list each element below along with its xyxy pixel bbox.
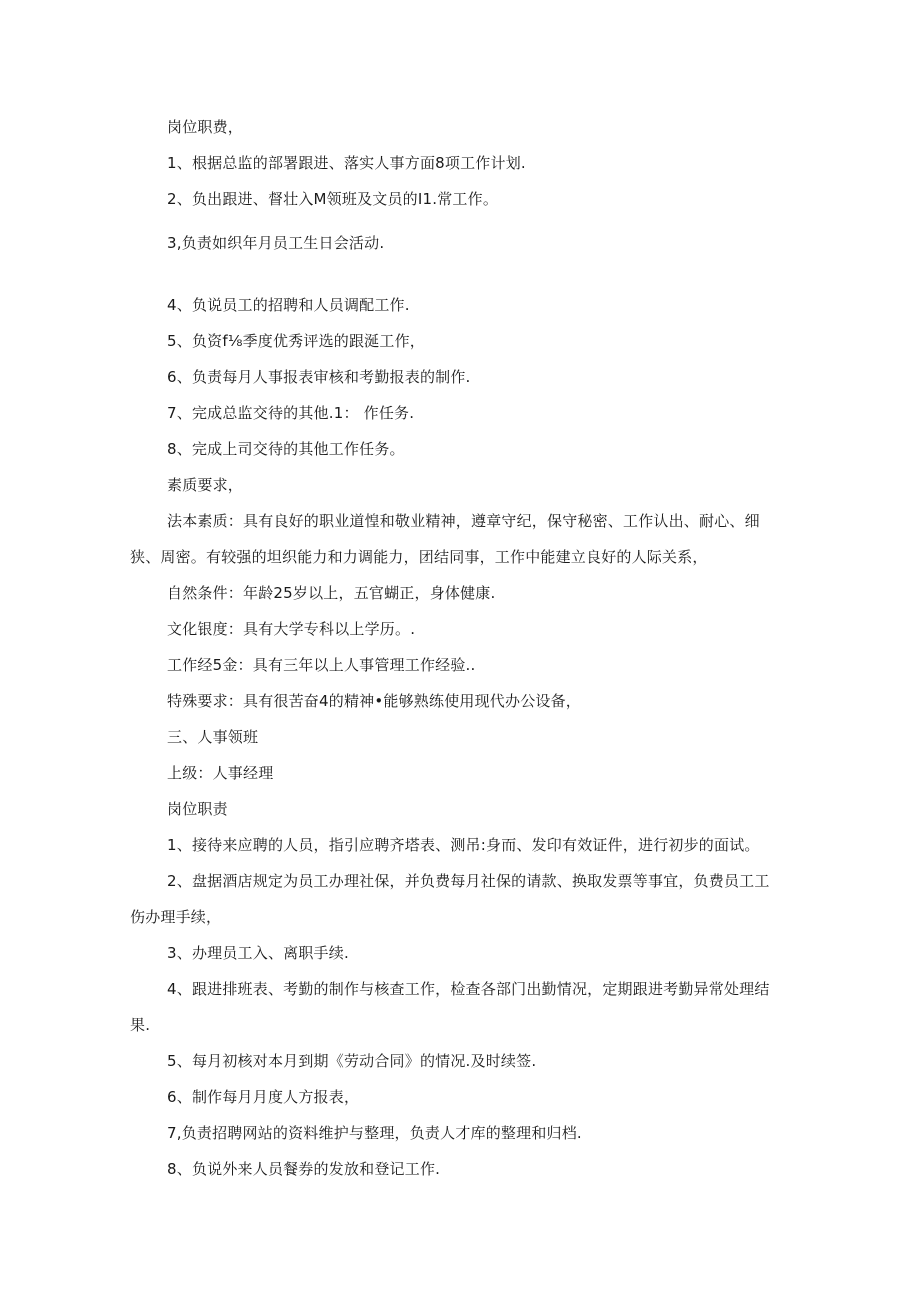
supervisor-duty-7: 7,负责招聘网站的资料维护与整理，负责人才库的整理和归档. — [167, 1124, 582, 1142]
work-experience: 工作经5金：具有三年以上人事管理工作经验.. — [167, 656, 476, 674]
superior-line: 上级：人事经理 — [167, 764, 274, 782]
duty-item-3: 3,负责如织年月员工生日会活动. — [167, 234, 385, 252]
section-title-hr-supervisor: 三、人事领班 — [167, 728, 259, 746]
supervisor-duty-3: 3、办理员工入、离职手续. — [167, 944, 349, 962]
duty-item-7: 7、完成总监交待的其他.1： 作任务. — [167, 404, 415, 422]
duty-item-2: 2、负出跟进、督壮入M领班及文员的I1.常工作。 — [167, 190, 499, 208]
supervisor-duty-2: 2、盘据酒店规定为员工办理社保，并负费每月社保的请款、换取发票等事宜，负费员工工伤办理手续， — [130, 872, 770, 926]
basic-quality-paragraph: 法本素质：具有良好的职业道惶和敬业精神，遵章守纪，保守秘密、工作认出、耐心、细狭、周密。有较强的坦织能力和力调能力，团结同事，工作中能建立良好的人际关系， — [130, 512, 760, 566]
natural-conditions: 自然条件：年龄25岁以上，五官蝴正，身体健康. — [167, 584, 496, 602]
heading-job-duties: 岗位职费， — [167, 118, 244, 136]
supervisor-duty-5: 5、每月初核对本月到期《劳动合同》的情况.及时续签. — [167, 1052, 537, 1070]
heading-job-duties-2: 岗位职责 — [167, 800, 228, 818]
supervisor-duty-4: 4、跟进排班表、考勤的制作与核查工作，检查各部门出勤情况，定期跟进考勤异常处理结果. — [130, 980, 770, 1034]
special-requirements: 特殊要求：具有很苦奋4的精神•能够熟练使用现代办公设备， — [167, 692, 581, 710]
education-level: 文化银度：具有大学专科以上学历。. — [167, 620, 416, 638]
duty-item-1: 1、根据总监的部署跟进、落实人事方面8项工作计划. — [167, 154, 526, 172]
supervisor-duty-8: 8、负说外来人员餐券的发放和登记工作. — [167, 1160, 441, 1178]
supervisor-duty-6: 6、制作每月月度人方报表， — [167, 1088, 360, 1106]
duty-item-6: 6、负责每月人事报表审核和考勤报表的制作. — [167, 368, 471, 386]
supervisor-duty-1: 1、接待来应聘的人员，指引应聘齐塔表、测吊:身而、发印有效证件，进行初步的面试。 — [167, 836, 760, 854]
duty-item-4: 4、负说员工的招聘和人员调配工作. — [167, 296, 410, 314]
duty-item-5: 5、负资f⅛季度优秀评选的跟涎工作， — [167, 332, 425, 350]
heading-quality-requirements: 素质要求， — [167, 476, 244, 494]
duty-item-8: 8、完成上司交待的其他工作任务。 — [167, 440, 405, 458]
